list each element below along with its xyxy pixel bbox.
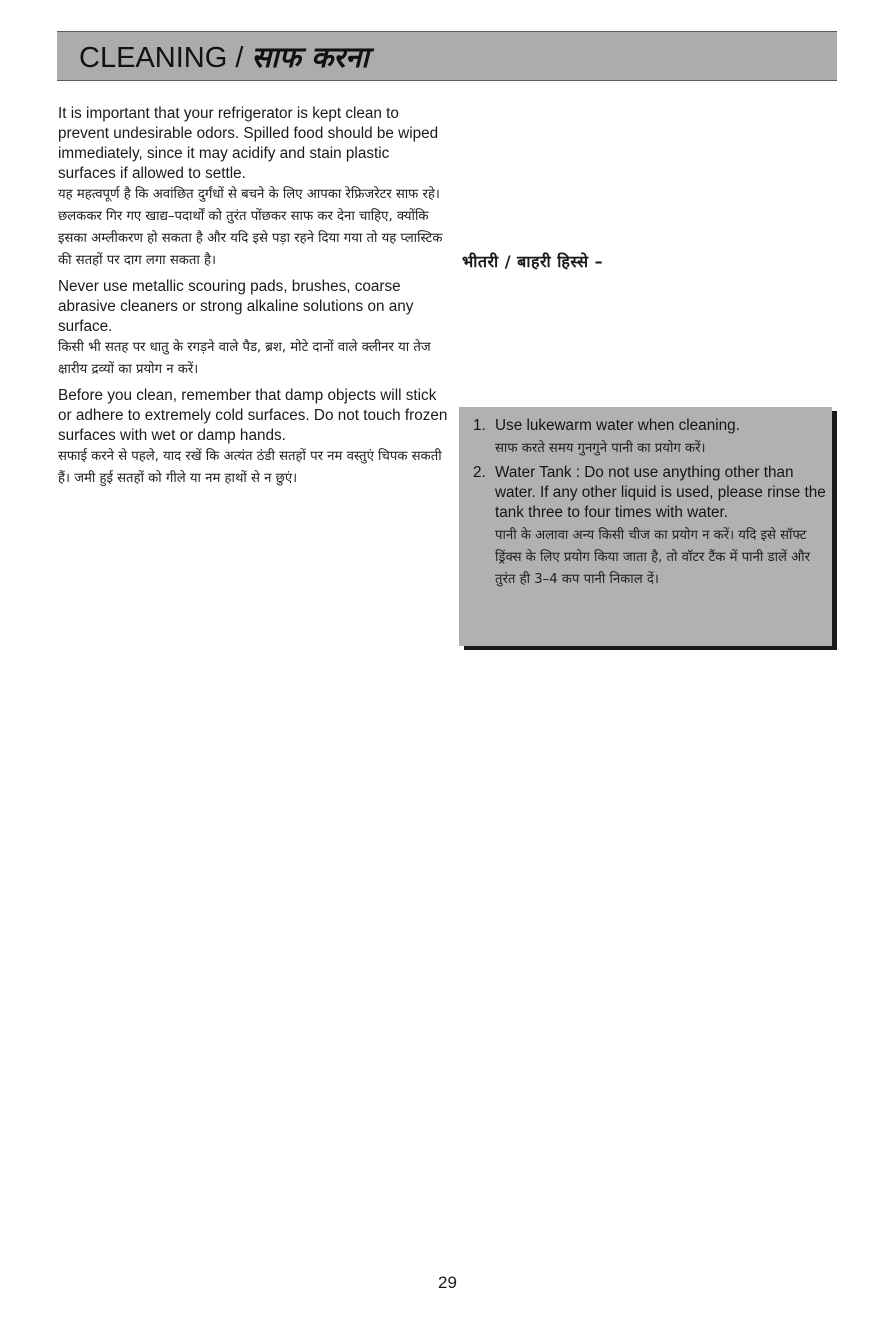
paragraph-odors	[58, 104, 450, 272]
note-english: Use lukewarm water when cleaning.	[495, 417, 740, 434]
note-number: 2.	[473, 464, 486, 481]
paragraph-hindi: किसी भी सतह पर धातु के रगड़ने वाले पैड, ब्रश, मोटे दानों वाले क्लीनर या तेज क्षारीय द्रव्यों का प्रयोग न करें।	[58, 340, 431, 377]
page-title-hindi: साफ करना	[251, 40, 369, 74]
paragraph-hindi: सफाई करने से पहले, याद रखें कि अत्यंत ठंडी सतहों पर नम वस्तुएं चिपक सकती हैं। जमी हुई सतहों को गीले या नम हाथों से न छुएं।	[58, 449, 442, 486]
left-column	[58, 104, 450, 495]
page-number: 29	[438, 1273, 457, 1292]
paragraph-abrasives	[58, 277, 450, 381]
paragraph-damp-objects	[58, 386, 450, 490]
note-item-water-tank	[473, 463, 826, 594]
interior-exterior-heading: भीतरी / बाहरी हिस्से –	[462, 252, 604, 271]
note-item-lukewarm-water	[473, 416, 826, 463]
note-body	[495, 416, 826, 463]
paragraph-hindi: यह महत्वपूर्ण है कि अवांछित दुर्गंधों से बचने के लिए आपका रेफ्रिजरेटर साफ रहे। छलककर गिर गए खाद्य–पदार्थों को तुरंत पोंछकर साफ कर देना चाहिए, क्योंकि इसका अम्लीकरण हो सकता है और यदि इसे पड़ा रहने दिया गया तो यह प्लास्टिक की सतहों पर दाग लगा सकता है।	[58, 187, 443, 268]
section-header-bar	[57, 31, 837, 81]
paragraph-english: Before you clean, remember that damp objects will stick or adhere to extremely cold surfaces. Do not touch frozen surfaces with wet or damp hands.	[58, 387, 448, 444]
cleaning-notes-box	[459, 407, 832, 646]
note-body	[495, 463, 826, 594]
paragraph-english: Never use metallic scouring pads, brushes, coarse abrasive cleaners or strong alkaline solutions on any surface.	[58, 278, 414, 335]
note-hindi: पानी के अलावा अन्य किसी चीज का प्रयोग न करें। यदि इसे सॉफ्ट ड्रिंक्स के लिए प्रयोग किया जाता है, तो वॉटर टैंक में पानी डालें और तुरंत ही 3–4 कप पानी निकाल दें।	[495, 528, 811, 587]
paragraph-english: It is important that your refrigerator is kept clean to prevent undesirable odors. Spilled food should be wiped immediately, since it may acidify and stain plastic surfaces if allowed to settle.	[58, 105, 439, 182]
note-hindi: साफ करते समय गुनगुने पानी का प्रयोग करें।	[495, 441, 706, 456]
page-title-english: CLEANING /	[79, 42, 252, 74]
page-title	[79, 41, 369, 74]
note-number: 1.	[473, 417, 486, 434]
note-english: Water Tank : Do not use anything other than water. If any other liquid is used, please rinse the tank three to four times with water.	[495, 464, 826, 521]
